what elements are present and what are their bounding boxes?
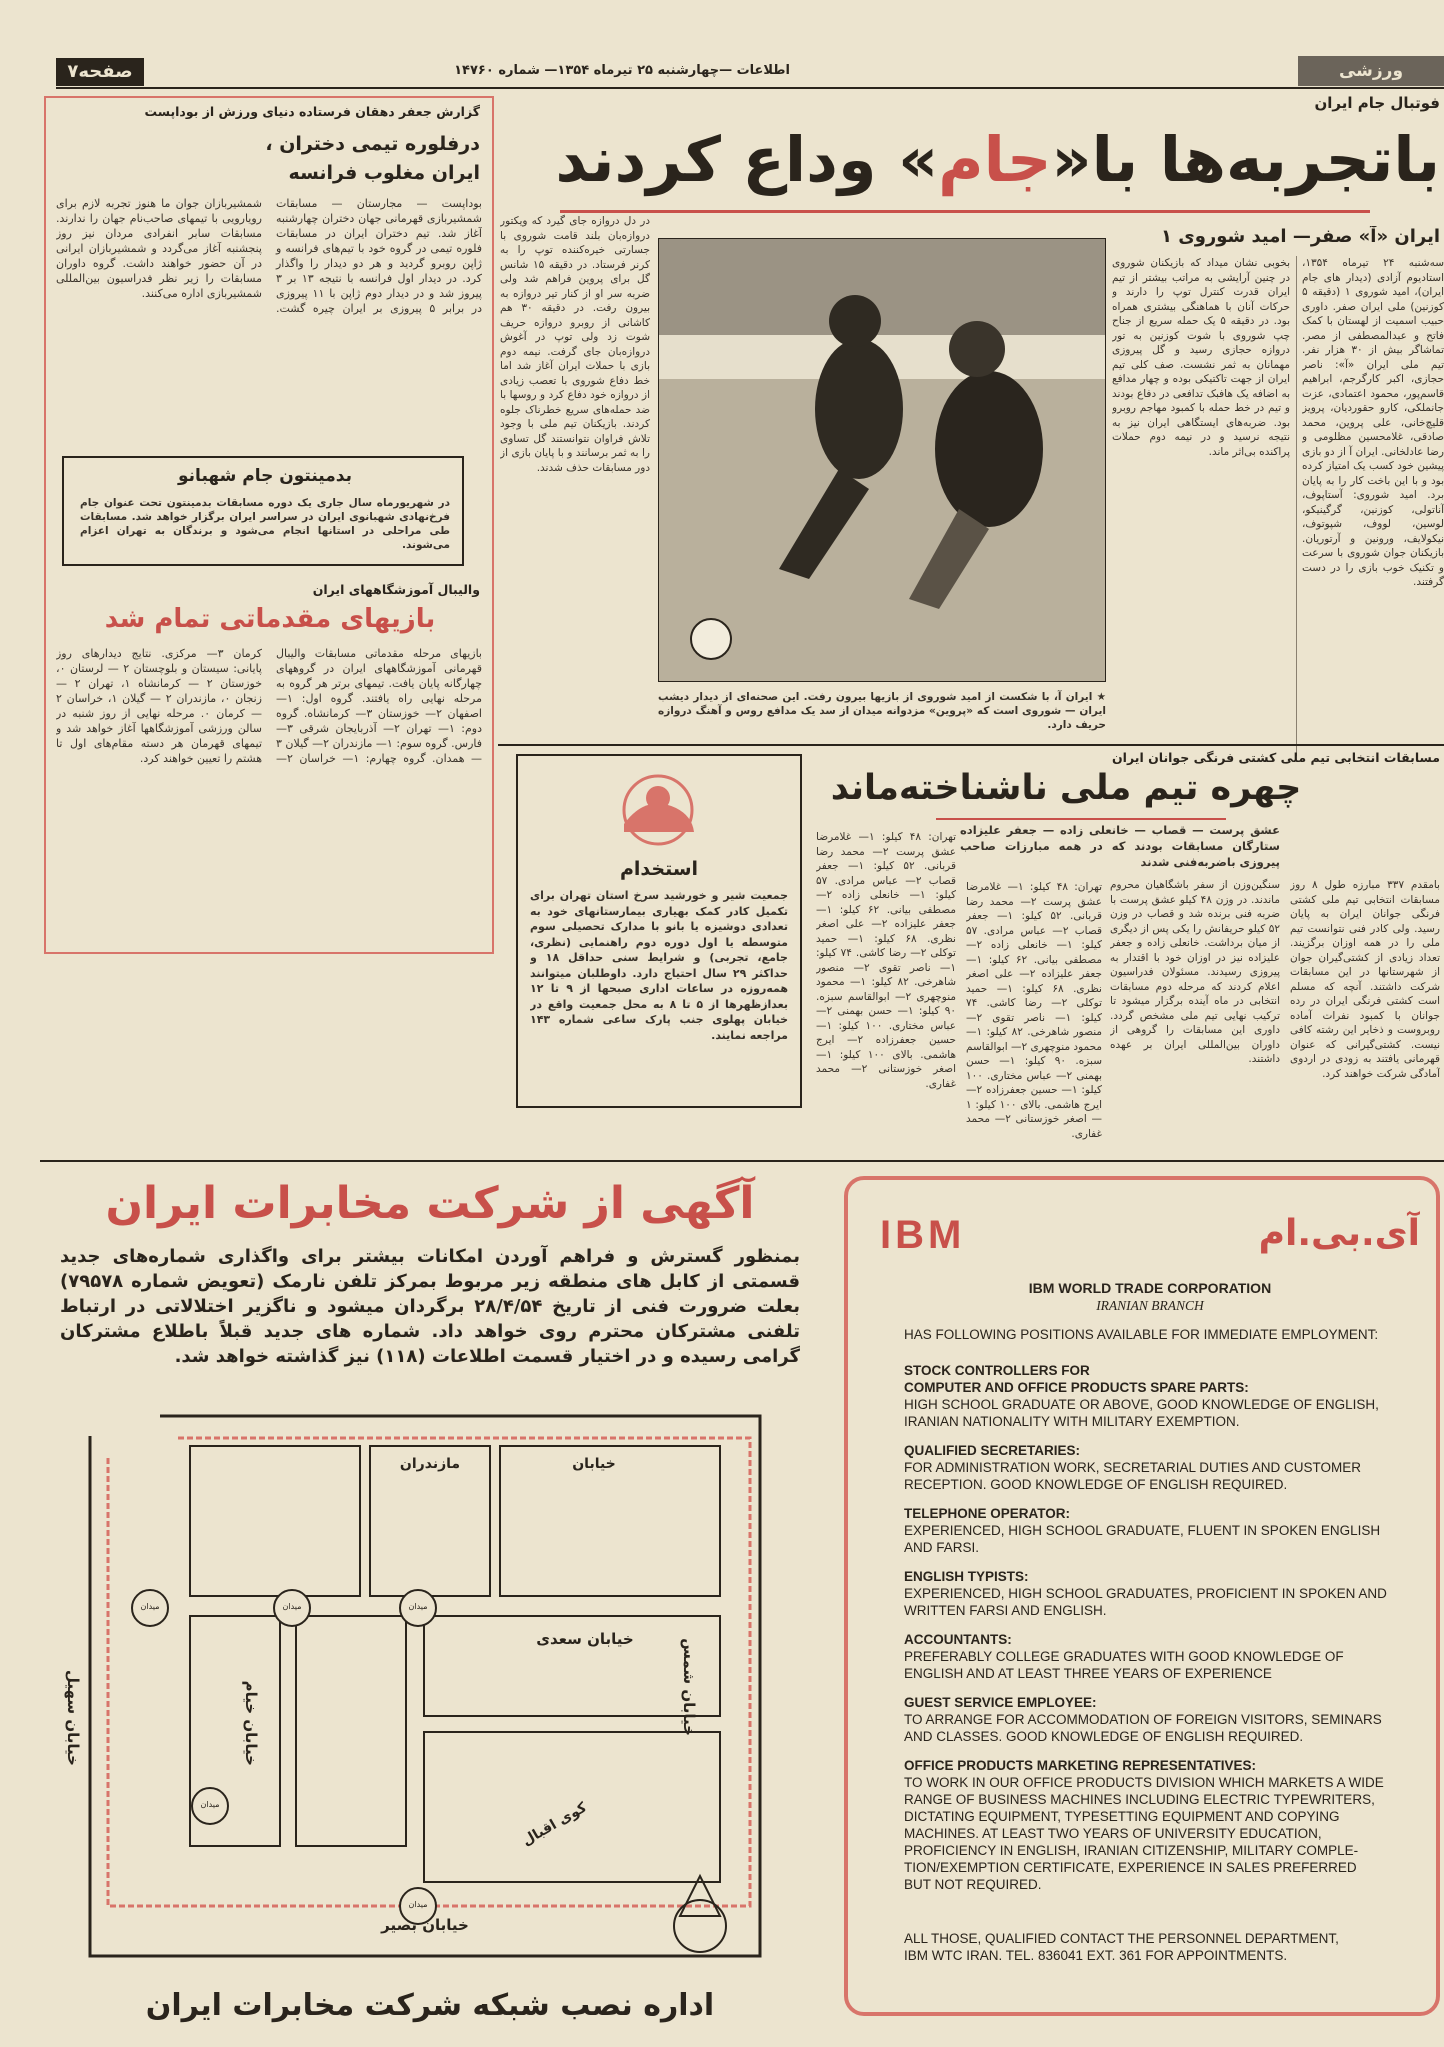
- map-street-left: خیابان سهیل: [64, 1669, 82, 1766]
- ibm-branch: IRANIAN BRANCH: [1096, 1298, 1204, 1313]
- ibm-position-title: TELEPHONE OPERATOR:: [904, 1506, 1071, 1521]
- headline-part1: باتجربه‌ها با«: [1051, 123, 1440, 196]
- uni-volleyball-headline: بازیهای مقدماتی تمام شد: [104, 604, 436, 634]
- ibm-logo-latin: IBM: [880, 1213, 966, 1257]
- women-fencing-body: بوداپست — مجارستان — مسابقات شمشیربازی قهرمانی جهان دختران چهارشنبه آغاز شد. تیم دختران ایران در مسابقات فلوره تیمی در گروه خود با تیم‌های فرانسه و ژاپن روبرو گردید و هر دو دیدار را واگذار کرد. در دیدار اول فرانسه با نتیجه ۱۳ بر ۳ پیروز شد و در دیدار دوم ژاپن با ۱۱ پیروزی در برابر ۵ پیروزی بر ایران چیره گشت. شمشیربازان جوان ما هنوز تجربه لازم برای رویارویی با تیمهای صاحب‌نام جهان را ندارند. مسابقات سابر انفرادی مردان نیز روز پنجشنبه آغاز می‌گردد و شمشیربازان ایرانی در آن حضور خواهند داشت. گروه داوران مسابقات را زیر نظر فدراسیون بین‌المللی شمشیربازی اداره می‌کنند.: [56, 197, 482, 315]
- wrestling-col-right: بامقدم ۳۳۷ مبارزه طول ۸ روز مسابقات انتخابی تیم ملی کشتی فرنگی جوانان ایران به پایان رسید. ولی کادر فنی نتوانست تیم ملی را در همه اوزان برگزیند. تعداد زیادی از کشتی‌گیران جوان از شهرستانها در این مسابقات شرکت داشتند. آنچه که مسلم است کشتی فرنگی ایران در رده جوانان با کمبود نفرات آماده روبروست و ذخایر این رشته کافی نیست. کشتی‌گیرانی که عنوان قهرمانی یافتند به زودی در اردوی آمادگی شرکت خواهند کرد.: [1290, 879, 1440, 1080]
- ibm-position-desc: EXPERIENCED, HIGH SCHOOL GRADUATE, FLUENT IN SPOKEN ENGLISH AND FARSI.: [904, 1523, 1381, 1555]
- main-headline: [500, 112, 1440, 208]
- map-street-top: مازندران: [399, 1456, 461, 1472]
- ibm-position-desc: PREFERABLY COLLEGE GRADUATES WITH GOOD KNOWLEDGE OF ENGLISH AND AT LEAST THREE YEARS OF EXPERIENCE: [904, 1649, 1344, 1681]
- telecom-body: بمنظور گسترش و فراهم آوردن امکانات بیشتر برای واگذاری شماره‌های جدید قسمتی از کابل های منطقه زیر مربوط بمرکز تلفن نارمک (تعویض شماره ۷۹۵۷۸) بعلت ضرورت فنی از تاریخ ۲۸/۴/۵۴ برگردان میشود و ناگزیر اختلالاتی در ارتباط تلفنی مشترکان محترم روی خواهد داد. شماره های جدید قبلاً باطلاع مشترکان گرامی رسیده و در اختیار قسمت اطلاعات (۱۱۸) نیز گذاشته خواهد شد.: [60, 1246, 800, 1367]
- ibm-closing: ALL THOSE, QUALIFIED CONTACT THE PERSONNEL DEPARTMENT, IBM WTC IRAN. TEL. 836041 EXT. 361 FOR APPOINTMENTS.: [904, 1931, 1339, 1963]
- map-square-d: میدان: [282, 1602, 302, 1611]
- women-fencing-headline: درفلوره تیمی دختران ، ایران مغلوب فرانسه: [265, 133, 480, 184]
- player-dark: [815, 339, 903, 479]
- ibm-position-title: OFFICE PRODUCTS MARKETING REPRESENTATIVES:: [904, 1758, 1257, 1773]
- wrestling-col-left: تهران: ۴۸ کیلو: ۱— غلامرضا عشق پرست ۲— محمد رضا قربانی. ۵۲ کیلو: ۱— جعفر قصاب ۲— عباس مرادی. ۵۷ کیلو: ۱— خانعلی زاده ۲— مصطفی بیانی. ۶۲ کیلو: ۱— جعفر علیزاده ۲— علی اصغر نظری. ۶۸ کیلو: ۱— حمید توکلی ۲— رضا کاشی. ۷۴ کیلو: ۱— ناصر تقوی ۲— منصور شاهرخی. ۸۲ کیلو: ۱— محمود منوچهری ۲— ابوالقاسم سبزه. ۹۰ کیلو: ۱— حسن بهمنی ۲— عباس مختاری. ۱۰۰ کیلو: ۱— حسین جعفرزاده ۲— ایرج هاشمی. بالای ۱۰۰ کیلو: ۱— اصغر خوزستانی ۲— محمد غفاری.: [816, 831, 956, 1090]
- ibm-company: IBM WORLD TRADE CORPORATION: [1028, 1280, 1272, 1296]
- dateline: اطلاعات —چهارشنبه ۲۵ تیرماه ۱۳۵۴— شماره ۱۴۷۶۰: [454, 63, 790, 78]
- uni-volleyball-kicker: والیبال آموزشگاههای ایران: [312, 582, 480, 597]
- ibm-position-title: STOCK CONTROLLERS FOR COMPUTER AND OFFICE PRODUCTS SPARE PARTS:: [904, 1363, 1249, 1395]
- main-col-left: در دل دروازه جای گیرد که ویکتور دروازه‌بان بلند قامت شوروی با جسارتی خیره‌کننده توپ را به کرنر فرستاد. در دقیقه ۱۵ شانس گل برای پروین فراهم شد ولی ضربه سر او از کنار تیر دروازه به بیرون رفت. در دقیقه ۳۰ هم کاشانی از روبرو دروازه حریف شوت زد ولی توپ در آغوش دروازه‌بان جای گرفت. نیمه دوم بازی با حملات ایران آغاز شد اما خط دفاع شوروی با تعصب زیادی از دروازه خود دفاع کرد و روسها با ضد حمله‌های سریع خطرناک جلوه کردند. بازیکنان تیم ملی با وجود تلاش فراوان نتوانستند گل تساوی را به ثمر برسانند و با پایان بازی از دور مسابقات حذف شدند.: [500, 215, 650, 474]
- masthead-rule: [56, 87, 1444, 89]
- ibm-intro: HAS FOLLOWING POSITIONS AVAILABLE FOR IMMEDIATE EMPLOYMENT:: [904, 1327, 1379, 1342]
- main-subhead: ایران «آ» صفر— امید شوروی ۱: [1160, 226, 1440, 247]
- lion-sun-emblem: [596, 764, 720, 856]
- ibm-logo-farsi: آی.بی.ام: [1258, 1213, 1420, 1254]
- ball: [691, 619, 731, 659]
- ibm-position-desc: HIGH SCHOOL GRADUATE OR ABOVE, GOOD KNOWLEDGE OF ENGLISH, IRANIAN NATIONALITY WITH MILITARY EXEMPTION.: [904, 1397, 1379, 1429]
- match-photo-svg: [659, 239, 1106, 682]
- women-fencing-kicker: گزارش جعفر دهقان فرستاده دنیای ورزش از بوداپست: [144, 104, 480, 119]
- ibm-position-desc: FOR ADMINISTRATION WORK, SECRETARIAL DUTIES AND CUSTOMER RECEPTION. GOOD KNOWLEDGE OF ENGLISH REQUIRED.: [904, 1460, 1362, 1492]
- uni-volleyball-body: بازیهای مرحله مقدماتی مسابقات والیبال قهرمانی آموزشگاههای ایران در گروههای چهارگانه پایان یافت. تیمهای برتر هر گروه به مرحله نهایی راه یافتند. گروه اول: ۱— اصفهان ۲— خوزستان ۳— کرمانشاه. گروه دوم: ۱— تهران ۲— آذربایجان شرقی ۳— فارس. گروه سوم: ۱— مازندران ۲— گیلان ۳— همدان. گروه چهارم: ۱— خراسان ۲— کرمان ۳— مرکزی. نتایج دیدارهای روز پایانی: سیستان و بلوچستان ۲ — لرستان ۰، خوزستان ۲ — کرمانشاه ۱، تهران ۲ — زنجان ۰، مازندران ۲ — گیلان ۱، خراسان ۲ — کرمان ۰. مرحله نهایی از روز شنبه در سالن ورزشی آموزشگاهها آغاز خواهد شد و تیمهای قهرمان هر دسته مقام‌های اول تا هشتم را تعیین خواهند کرد.: [56, 647, 482, 765]
- badminton-body: در شهریورماه سال جاری یک دوره مسابقات بدمینتون تحت عنوان جام فرخ‌نهادی شهبانوی ایران در سراسر ایران برگزار خواهد شد. مسابقات طی مراحلی در استانها انجام می‌شود و برندگان به تهران اعزام می‌شوند.: [80, 497, 450, 551]
- headline-red-word: جام: [938, 123, 1052, 196]
- main-col-right: سه‌شنبه ۲۴ تیرماه ۱۳۵۴، استادیوم آزادی (دیدار های جام ایران)، امید شوروی ۱ (دقیقه ۵ کوزنین) ملی ایران صفر. داوری حبیب اسمیت از لهستان با کمک فاتح و عبدالمصطفی از مصر. تماشاگر بیش از ۳۰ هزار نفر. تیم ملی ایران «آ»: ناصر حجازی، اکبر کارگرجم، ابراهیم قاسم‌پور، محمود اعتمادی، عزت جانملکی، کارو حقوردیان، پرویز قلیچ‌خانی، علی پروین، محمد صادقی، غلامحسین مظلومی و رضا عادلخانی. ایران آ از دو بازی پیشین خود کسب یک امتیاز کرده بود و با این باخت کار را به پایان برد. امید شوروی: آستاپوف، آناتولی، کوزنین، گرگینیکو، لوسین، لووف، شپوتوف، نیکولایف، ورونین و آرتوریان. بازیکنان جوان شوروی با سرعت و تکنیک خوب بازی را در دست گرفتند.: [1302, 257, 1444, 588]
- map-street-right: خیابان شمس: [680, 1638, 698, 1736]
- section-divider: [40, 1160, 1444, 1162]
- map-street-topleft: خیابان: [572, 1456, 616, 1472]
- telecom-map: [60, 1396, 800, 1986]
- telecom-title: آگهی از شرکت مخابرات ایران: [105, 1178, 755, 1229]
- ibm-position-desc: EXPERIENCED, HIGH SCHOOL GRADUATES, PROFICIENT IN SPOKEN AND WRITTEN FARSI AND ENGLISH.: [904, 1586, 1387, 1618]
- hiring-body: جمعیت شیر و خورشید سرخ استان تهران برای تکمیل کادر کمک بهیاری بیمارستانهای خود به تعدادی دوشیزه یا بانو با مدارک تحصیلی سوم متوسطه یا اول دوره دوم راهنمایی (نظری، جامع، تجربی) و شرایط سنی حداقل ۱۸ و حداکثر ۲۹ سال احتیاج دارد. داوطلبان میتوانند همه‌روزه در ساعات اداری صبحها از ۹ تا ۱۲ بعدازظهرها از ۵ تا ۸ به محل جمعیت واقع در خیابان پهلوی جنب پارک ساعی شماره ۱۴۳ مراجعه نمایند.: [530, 889, 788, 1042]
- map-square-a: میدان: [140, 1602, 160, 1611]
- player-dark-head: [829, 295, 881, 347]
- ibm-position-desc: TO ARRANGE FOR ACCOMMODATION OF FOREIGN VISITORS, SEMINARS AND CLASSES. GOOD KNOWLEDGE OF ENGLISH REQUIRED.: [904, 1712, 1382, 1744]
- main-bottom-rule: [498, 744, 1444, 746]
- wrestling-rule: [936, 818, 1226, 820]
- map-street-center: خیابان خیام: [242, 1680, 260, 1766]
- map-square-c: میدان: [200, 1800, 220, 1809]
- wrestling-kicker: مسابقات انتخابی تیم ملی کشتی فرنگی جوانان ایران: [1112, 750, 1440, 765]
- map-square-e: میدان: [408, 1900, 428, 1909]
- page-label: صفحه۷: [56, 58, 144, 86]
- main-col-mid: بخوبی نشان میداد که بازیکنان شوروی در چنین آرایشی به مراتب بیشتر از تیم ایران قدرت کنترل توپ را دارند و حرکات آنان با هماهنگی بیشتری همراه بود. در دقیقه ۵ یک حمله سریع از جناح چپ شوروی با شوت کوزنین به تور دروازه حجازی رسید و گل پیروزی مهمانان به ثمر نشست. صف کلی تیم ایران از جهت تاکتیکی بوده و چهار مدافع به اضافه یک هافبک تدافعی در دفاع بودند و تیم در خط حمله با کمبود مهاجم روبرو بود. ضربه‌های ایستگاهی ایران نیز به نتیجه نرسید و در نیمه دوم حملات پراکنده بی‌اثر ماند.: [1112, 257, 1290, 458]
- telecom-footer: اداره نصب شبکه شرکت مخابرات ایران: [145, 1988, 715, 2023]
- wrestling-col-mid-text: سنگین‌وزن از سفر باشگاهیان محروم ماندند. در وزن ۴۸ کیلو عشق پرست با ضربه فنی برنده شد و قصاب در وزن ۵۲ کیلو حریفانش را یکی پس از دیگری از میان برداشت. خانعلی زاده و جعفر علیزاده نیز در اوزان خود با اقتدار به پیروزی رسیدند. مسئولان فدراسیون اعلام کردند که مرحله دوم مسابقات انتخابی در ماه آینده برگزار میشود تا ترکیب نهایی تیم ملی مشخص گردد. داوری این مسابقات را گروهی از داوران بین‌المللی ایران بر عهده داشتند.: [1110, 879, 1280, 1065]
- ibm-position-title: ENGLISH TYPISTS:: [904, 1569, 1029, 1584]
- masthead: [0, 0, 1444, 90]
- map-square-b: میدان: [408, 1602, 428, 1611]
- map-alley: کوی اقبال: [519, 1799, 590, 1850]
- wrestling-col-left2: تهران: ۴۸ کیلو: ۱— غلامرضا عشق پرست ۲— محمد رضا قربانی. ۵۲ کیلو: ۱— جعفر قصاب ۲— عباس مرادی. ۵۷ کیلو: ۱— خانعلی زاده ۲— مصطفی بیانی. ۶۲ کیلو: ۱— جعفر علیزاده ۲— علی اصغر نظری. ۶۸ کیلو: ۱— حمید توکلی ۲— رضا کاشی. ۷۴ کیلو: ۱— ناصر تقوی ۲— منصور شاهرخی. ۸۲ کیلو: ۱— محمود منوچهری ۲— ابوالقاسم سبزه. ۹۰ کیلو: ۱— حسن بهمنی ۲— عباس مختاری. ۱۰۰ کیلو: ۱— حسین جعفرزاده ۲— ایرج هاشمی. بالای ۱۰۰ کیلو: ۱— اصغر خوزستانی ۲— محمد غفاری.: [966, 881, 1102, 1140]
- map-street-bottom: خیابان بصیر: [381, 1916, 469, 1934]
- ibm-position-desc: TO WORK IN OUR OFFICE PRODUCTS DIVISION WHICH MARKETS A WIDE RANGE OF BUSINESS MACHINES INCLUDING ELECTRIC TYPEWRITERS, DICTATING EQUIPMENT, TYPESETTING EQUIPMENT AND COPYING MACHINES. AT LEAST TWO YEARS OF UNIVERSITY EDUCATION, PROFICIENCY IN ENGLISH, IRANIAN CITIZENSHIP, MILITARY COMPLE- TION/EXEMPTION CERTIFICATE, EXPERIENCE IN SALES PREFERRED BUT NOT REQUIRED.: [904, 1775, 1384, 1892]
- ibm-positions: [904, 1350, 1428, 1910]
- lion-sun-svg: [596, 764, 720, 856]
- ibm-position-title: QUALIFIED SECRETARIES:: [904, 1443, 1081, 1458]
- col-divider: [1296, 256, 1297, 756]
- ibm-position-title: GUEST SERVICE EMPLOYEE:: [904, 1695, 1097, 1710]
- wrestling-headline: چهره تیم ملی ناشناخته‌ماند: [830, 768, 1302, 808]
- badminton-headline: بدمینتون جام شهبانو: [178, 466, 352, 486]
- match-photo: [658, 238, 1106, 682]
- ibm-position-title: ACCOUNTANTS:: [904, 1632, 1012, 1647]
- player-striped: [935, 371, 1043, 527]
- section-label: ورزشی: [1298, 56, 1444, 86]
- headline-rule: [560, 210, 1370, 213]
- map-street-saadi: خیابان سعدی: [536, 1630, 634, 1648]
- wrestling-deck: عشق پرست — قصاب — خانعلی زاده — جعفر علیزاده ستارگان مسابقات بودند که در همه مبارزات صاحب پیروزی باضربه‌فنی شدند: [960, 823, 1280, 869]
- stands: [659, 239, 1106, 335]
- headline-part2: » وداع کردند: [555, 123, 939, 196]
- main-kicker: فوتبال جام ایران: [1314, 94, 1440, 112]
- player-striped-head: [949, 321, 1005, 377]
- hiring-title: استخدام: [619, 858, 699, 880]
- photo-caption: ★ ایران آ، با شکست از امید شوروی از بازیها بیرون رفت. این صحنه‌ای از دیدار دیشب ایران — شوروی است که «پروین» مزدوانه میدان از سد یک مدافع روس و آهنگ دروازه حریف دارد.: [658, 691, 1106, 731]
